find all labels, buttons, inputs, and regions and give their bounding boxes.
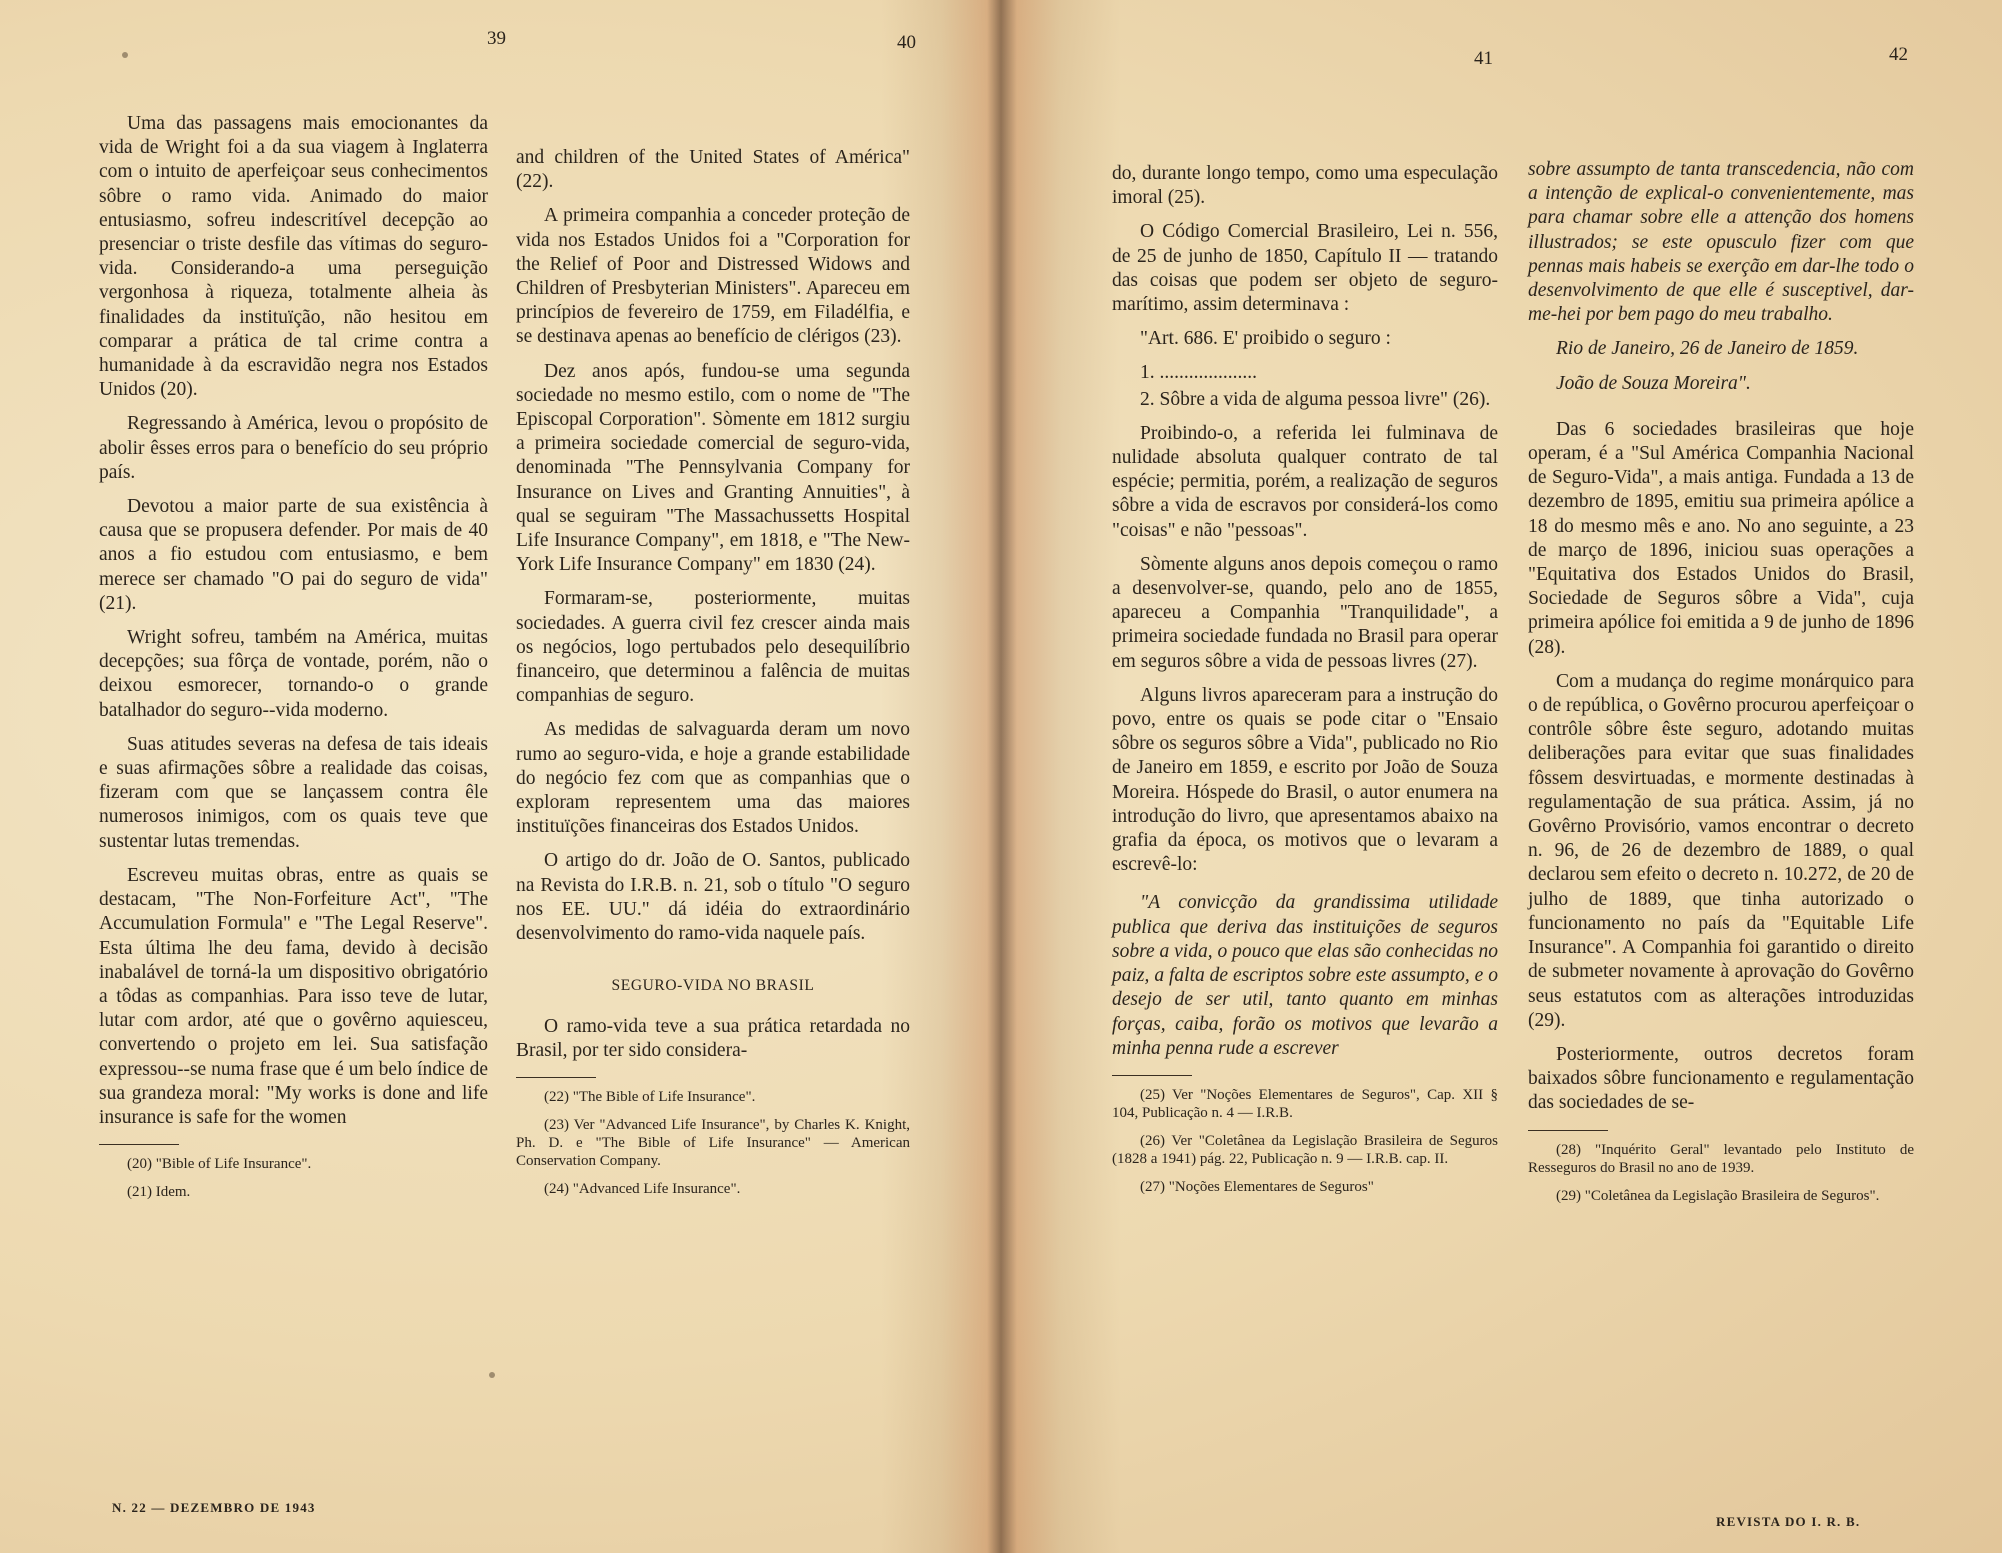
paragraph: Com a mudança do regime monárquico para o de república, o Govêrno procurou aperfeiçoar o contrôle sôbre êste seguro, adotando muitas deliberações para evitar que suas finalidades fôssem desvirtuadas, e mormente destinadas à regulamentação de sua prática. Assim, já no Govêrno Provisório, vamos encontrar o decreto n. 96, de 26 de dezembro de 1889, o qual declarou sem efeito o decreto n. 10.272, de 20 de julho de 1889, que tinha autorizado o funcionamento no país da "Equitable Life Insurance". A Companhia foi garantido o direito de submeter novamente à aprovação do Govêrno seus estatutos com as alterações introduzidas (29). (1528, 670, 1914, 1031)
page-number-39: 39 (487, 28, 506, 49)
page-42-column (1528, 158, 1914, 1215)
quote-continuation: sobre assumpto de tanta transcedencia, não com a intenção de explical-o convenientemente, mas para chamar sobre elle a attenção dos homens illustrados; se este opusculo fizer com que pennas mais habeis se exerção em dar-lhe todo o desenvolvimento de que elle é susceptivel, dar-me-hei por bem pago do meu trabalho. (1528, 159, 1914, 326)
page-41-column (1112, 162, 1498, 1206)
page-39-column (99, 112, 488, 1211)
paragraph: O ramo-vida teve a sua prática retardada no Brasil, por ter sido considera- (516, 1015, 910, 1061)
paragraph: Devotou a maior parte de sua existência à causa que se propusera defender. Por mais de 40 anos a fio estudou com entusiasmo, e bem merece ser chamado "O pai do seguro de vida" (21). (99, 496, 488, 614)
footnote-divider (1528, 1130, 1608, 1131)
paragraph: Dez anos após, fundou-se uma segunda sociedade no mesmo estilo, com o nome de "The Episcopal Corporation". Sòmente em 1812 surgiu a primeira sociedade comercial de seguro-vida, denominada "The Pennsylvania Company for Insurance on Lives and Granting Annuities", à qual se seguiram "The Massachussetts Hospital Life Insurance Company", em 1818, e "The New-York Life Insurance Company" em 1830 (24). (516, 360, 910, 576)
footnote: (20) "Bible of Life Insurance". (127, 1156, 312, 1173)
paragraph: O Código Comercial Brasileiro, Lei n. 556, de 25 de junho de 1850, Capítulo II — tratando das coisas que podem ser objeto de seguro-marítimo, assim determinava : (1112, 221, 1498, 316)
paragraph: Uma das passagens mais emocionantes da vida de Wright foi a da sua viagem à Inglaterra com o intuito de aperfeiçoar seus conhecimentos sôbre o ramo vida. Animado do maior entusiasmo, sofreu indescritível decepção ao presenciar o triste desfile das vítimas do seguro-vida. Considerando-a uma perseguição vergonhosa à riqueza, totalmente alheia às finalidades da instituïção, não hesitou em comparar a prática de tal crime contra a humanidade à da escravidão negra nos Estados Unidos (20). (99, 113, 488, 401)
footnote: (24) "Advanced Life Insurance". (544, 1180, 741, 1197)
paragraph: Das 6 sociedades brasileiras que hoje operam, é a "Sul América Companhia Nacional de Seguro-Vida", a mais antiga. Fundada a 13 de dezembro de 1895, emitiu sua primeira apólice a 18 do mesmo mês e ano. No ano seguinte, a 23 de março de 1896, iniciou suas operações a "Equitativa dos Estados Unidos do Brasil, Sociedade de Seguros sôbre a Vida", cuja primeira apólice foi emitida a 9 de junho de 1896 (28). (1528, 418, 1914, 658)
paragraph: Alguns livros apareceram para a instrução do povo, entre os quais se pode citar o "Ensaio sôbre os seguros sôbre a Vida", publicado no Rio de Janeiro em 1859, e escrito por João de Souza Moreira. Hóspede do Brasil, o autor enumera na introdução do livro, que apresentamos abaixo na grafia da época, os motivos que o levaram a escrevê-lo: (1112, 684, 1498, 876)
paragraph: Regressando à América, levou o propósito de abolir êsses erros para o benefício do seu próprio país. (99, 413, 488, 483)
footnote: (28) "Inquérito Geral" levantado pelo Instituto de Resseguros do Brasil no ano de 1939. (1528, 1141, 1914, 1176)
footnote-divider (516, 1077, 596, 1078)
paper-speck (489, 1372, 495, 1378)
paragraph: O artigo do dr. João de O. Santos, publicado na Revista do I.R.B. n. 21, sob o título "O seguro nos EE. UU." dá idéia do extraordinário desenvolvimento do ramo-vida naquele país. (516, 850, 910, 945)
page-number-42: 42 (1889, 44, 1908, 65)
paragraph: Formaram-se, posteriormente, muitas sociedades. A guerra civil fez crescer ainda mais os negócios, logo pertubados pelo desequilíbrio financeiro, que determinou a falência de muitas companhias de seguro. (516, 588, 910, 707)
footnote: (25) Ver "Noções Elementares de Seguros", Cap. XII § 104, Publicação n. 4 — I.R.B. (1112, 1086, 1498, 1121)
paragraph: Posteriormente, outros decretos foram baixados sôbre funcionamento e regulamentação das sociedades de se- (1528, 1043, 1914, 1114)
section-heading: SEGURO-VIDA NO BRASIL (611, 977, 815, 995)
paragraph: Proibindo-o, a referida lei fulminava de nulidade absoluta qualquer contrato de tal espécie; permitia, porém, a realização de seguros sôbre a vida de escravos por considerá-los como "coisas" e não "pessoas". (1112, 422, 1498, 541)
footnote: (21) Idem. (127, 1184, 191, 1201)
footnote: (27) "Noções Elementares de Seguros" (1140, 1178, 1374, 1195)
page-number-41: 41 (1474, 48, 1493, 69)
paper-speck (122, 52, 128, 58)
footnote-divider (99, 1144, 179, 1145)
paragraph: 1. .................... (1140, 362, 1257, 384)
page-number-40: 40 (897, 32, 916, 53)
footnote: (23) Ver "Advanced Life Insurance", by Charles K. Knight, Ph. D. e "The Bible of Life Insurance" — American Conservation Company. (516, 1116, 910, 1169)
footnote: (26) Ver "Coletânea da Legislação Brasileira de Seguros (1828 a 1941) pág. 22, Publicação n. 9 — I.R.B. cap. II. (1112, 1132, 1498, 1167)
paragraph: and children of the United States of América" (22). (516, 147, 910, 193)
footnote: (22) "The Bible of Life Insurance". (544, 1088, 756, 1105)
quote-signature: João de Souza Moreira". (1556, 372, 1751, 394)
footnote: (29) "Coletânea da Legislação Brasileira de Seguros". (1556, 1187, 1880, 1204)
paragraph: A primeira companhia a conceder proteção de vida nos Estados Unidos foi a "Corporation for the Relief of Poor and Distressed Widows and Children of Presbyterian Ministers". Apareceu em princípios de fevereiro de 1759, em Filadélfia, e se destinava apenas ao benefício de clérigos (23). (516, 205, 910, 348)
paragraph: "Art. 686. E' proibido o seguro : (1140, 328, 1391, 350)
paragraph: Escreveu muitas obras, entre as quais se destacam, "The Non-Forfeiture Act", "The Accumulation Formula" e "The Legal Reserve". Esta última lhe deu fama, devido à decisão inabalável de torná-la um dispositivo obrigatório a tôdas as companhias. Para isso teve de lutar, lutar com ardor, até que o govêrno aquiesceu, convertendo o projeto em lei. Sua satisfação expressou--se numa frase que é um belo índice de sua grandeza moral: "My works is done and life insurance is safe for the women (99, 864, 488, 1128)
paragraph: Suas atitudes severas na defesa de tais ideais e suas afirmações sôbre a realidade das coisas, fizeram com que se lançassem contra êle numerosos inimigos, com os quais teve que sustentar lutas tremendas. (99, 733, 488, 852)
paragraph: As medidas de salvaguarda deram um novo rumo ao seguro-vida, e hoje a grande estabilidade do negócio fez com que as companhias que o exploram representem uma das maiores instituïções financeiras dos Estados Unidos. (516, 719, 910, 838)
footer-issue-date: N. 22 — DEZEMBRO DE 1943 (112, 1500, 316, 1515)
quote-place-date: Rio de Janeiro, 26 de Janeiro de 1859. (1556, 338, 1859, 360)
quote-paragraph: "A convicção da grandissima utilidade publica que deriva das instituições de seguros sobre a vida, o pouco que elas são conhecidas no paiz, a falta de escriptos sobre este assumpto, e o desejo de ser util, tanto quanto em minhas forças, caiba, forão os motivos que levarão a minha penna rude a escrever (1112, 892, 1498, 1059)
page-40-column (516, 146, 910, 1208)
paragraph: Sòmente alguns anos depois começou o ramo a desenvolver-se, quando, pelo ano de 1855, apareceu a Companhia "Tranquilidade", a primeira sociedade fundada no Brasil para operar em seguros sôbre a vida de pessoas livres (27). (1112, 553, 1498, 672)
footer-magazine-title: REVISTA DO I. R. B. (1716, 1514, 1861, 1529)
footnote-divider (1112, 1075, 1192, 1076)
paragraph: do, durante longo tempo, como uma especulação imoral (25). (1112, 163, 1498, 209)
paragraph: Wright sofreu, também na América, muitas decepções; sua fôrça de vontade, porém, não o deixou esmorecer, tornando-o o grande batalhador do seguro--vida moderno. (99, 627, 488, 721)
paragraph: 2. Sôbre a vida de alguma pessoa livre" (26). (1140, 388, 1491, 410)
